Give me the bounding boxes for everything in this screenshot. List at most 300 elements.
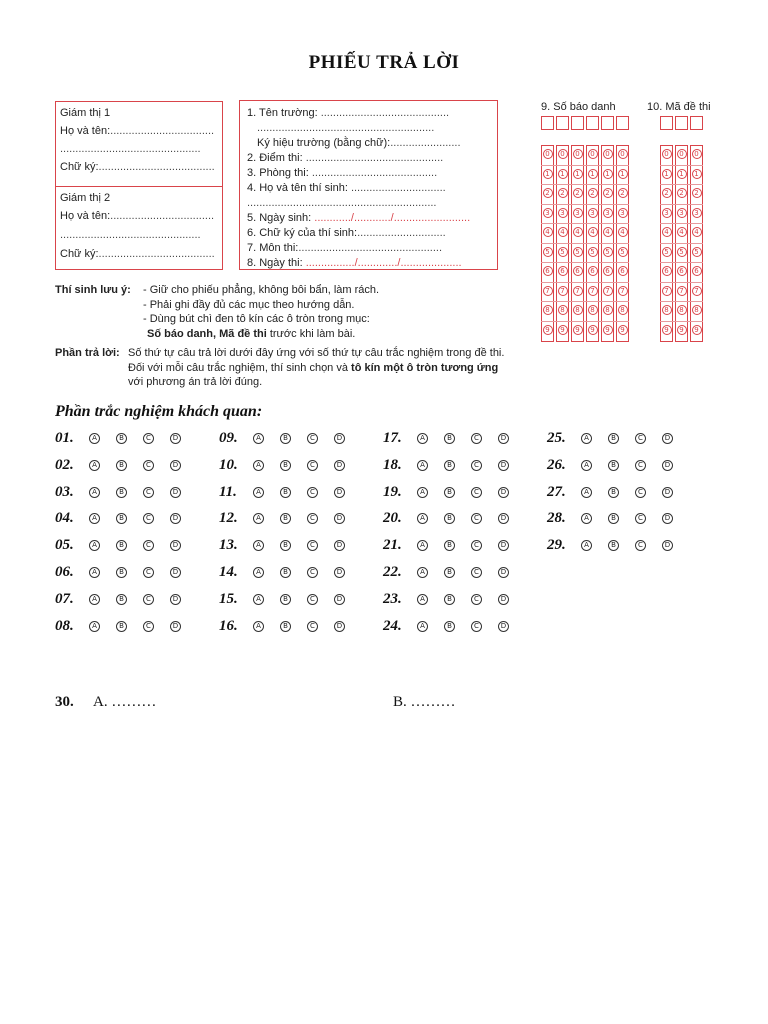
question-30-option-a[interactable]: A. ………: [93, 694, 157, 710]
exam-code-digit-bubble[interactable]: 5: [677, 247, 687, 257]
answer-option-bubble[interactable]: C: [471, 487, 482, 498]
candidate-number-digit-bubble[interactable]: 7: [603, 286, 613, 296]
answer-option-bubble[interactable]: A: [417, 594, 428, 605]
exam-code-digit-bubble[interactable]: 6: [692, 266, 702, 276]
answer-option-bubble[interactable]: C: [307, 460, 318, 471]
candidate-number-digit-bubble[interactable]: 5: [573, 247, 583, 257]
question-number: 11.: [219, 483, 237, 500]
notes-line-2: - Phải ghi đầy đủ các mục theo hướng dẫn.: [143, 298, 355, 311]
answer-option-bubble[interactable]: D: [662, 460, 673, 471]
candidate-number-row-divider: [541, 282, 629, 283]
candidate-number-digit-bubble[interactable]: 5: [543, 247, 553, 257]
answer-notes-line-1: Số thứ tự câu trả lời dưới đây ứng với số thứ tự câu trắc nghiệm trong đề thi.: [128, 347, 505, 359]
question-number: 16.: [219, 617, 238, 634]
candidate-number-entry-box[interactable]: [616, 116, 629, 130]
field-candidate-sign[interactable]: 6. Chữ ký của thí sinh:.............................: [247, 227, 446, 239]
candidate-number-digit-bubble[interactable]: 4: [573, 227, 583, 237]
candidate-number-row-divider: [541, 223, 629, 224]
exam-code-row-divider: [660, 282, 703, 283]
question-number: 14.: [219, 564, 238, 580]
candidate-number-digit-bubble[interactable]: 6: [618, 266, 628, 276]
answer-option-bubble[interactable]: B: [608, 460, 619, 471]
candidate-number-digit-bubble[interactable]: 8: [588, 305, 598, 315]
question-number: 29.: [547, 537, 566, 554]
candidate-number-row-divider: [541, 243, 629, 244]
candidate-number-digit-bubble[interactable]: 3: [543, 208, 553, 218]
answer-notes-label: Phần trả lời:: [55, 347, 120, 359]
answer-option-bubble[interactable]: D: [334, 460, 345, 471]
exam-code-entry-box[interactable]: [675, 116, 688, 130]
exam-code-row-divider: [660, 184, 703, 185]
answer-option-bubble[interactable]: B: [280, 460, 291, 471]
candidate-number-digit-bubble[interactable]: 7: [618, 286, 628, 296]
candidate-number-digit-bubble[interactable]: 7: [558, 286, 568, 296]
question-number: 04.: [55, 510, 74, 527]
exam-code-row-divider: [660, 243, 703, 244]
answer-option-bubble[interactable]: B: [116, 567, 127, 578]
question-number: 10.: [219, 456, 238, 473]
candidate-number-digit-bubble[interactable]: 2: [558, 188, 568, 198]
answer-option-bubble[interactable]: A: [581, 460, 592, 471]
answer-option-bubble[interactable]: D: [334, 621, 345, 632]
section-title: Phần trắc nghiệm khách quan:: [55, 403, 263, 420]
question-30-option-b[interactable]: B. ………: [393, 694, 456, 710]
proctor-divider: [55, 186, 223, 187]
answer-option-bubble[interactable]: B: [280, 540, 291, 551]
exam-code-label: 10. Mã đề thi: [647, 101, 711, 113]
candidate-number-digit-bubble[interactable]: 1: [558, 169, 568, 179]
proctor-1-sign-label: Chữ ký:......................................: [60, 161, 215, 173]
answer-option-bubble[interactable]: A: [253, 513, 264, 524]
answer-option-bubble[interactable]: B: [444, 513, 455, 524]
answer-option-bubble[interactable]: B: [116, 487, 127, 498]
question-number: 02.: [55, 456, 74, 473]
candidate-number-digit-bubble[interactable]: 4: [603, 227, 613, 237]
candidate-number-digit-bubble[interactable]: 7: [588, 286, 598, 296]
answer-option-bubble[interactable]: C: [143, 433, 154, 444]
candidate-number-digit-bubble[interactable]: 5: [588, 247, 598, 257]
candidate-number-digit-bubble[interactable]: 9: [603, 325, 613, 335]
question-30-number: 30.: [55, 694, 74, 710]
answer-option-bubble[interactable]: A: [253, 433, 264, 444]
candidate-number-digit-bubble[interactable]: 2: [573, 188, 583, 198]
answer-option-bubble[interactable]: C: [143, 567, 154, 578]
exam-code-digit-bubble[interactable]: 3: [692, 208, 702, 218]
answer-option-bubble[interactable]: D: [170, 513, 181, 524]
question-number: 23.: [383, 590, 402, 607]
exam-code-entry-box[interactable]: [660, 116, 673, 130]
candidate-number-entry-box[interactable]: [601, 116, 614, 130]
proctor-1-heading: Giám thị 1: [60, 107, 111, 119]
exam-code-digit-bubble[interactable]: 4: [662, 227, 672, 237]
answer-option-bubble[interactable]: B: [608, 540, 619, 551]
answer-option-bubble[interactable]: B: [116, 433, 127, 444]
candidate-number-digit-bubble[interactable]: 8: [558, 305, 568, 315]
answer-option-bubble[interactable]: D: [498, 433, 509, 444]
candidate-number-digit-bubble[interactable]: 3: [588, 208, 598, 218]
exam-code-digit-bubble[interactable]: 3: [677, 208, 687, 218]
answer-option-bubble[interactable]: B: [116, 460, 127, 471]
answer-option-bubble[interactable]: A: [89, 487, 100, 498]
candidate-number-digit-bubble[interactable]: 4: [543, 227, 553, 237]
exam-code-row-divider: [660, 223, 703, 224]
answer-option-bubble[interactable]: B: [280, 433, 291, 444]
proctor-1-name-label: Họ và tên:..................................: [60, 125, 215, 137]
exam-code-digit-bubble[interactable]: 0: [692, 149, 702, 159]
exam-code-digit-bubble[interactable]: 0: [662, 149, 672, 159]
answer-option-bubble[interactable]: B: [444, 460, 455, 471]
candidate-number-digit-bubble[interactable]: 9: [588, 325, 598, 335]
candidate-number-digit-bubble[interactable]: 1: [543, 169, 553, 179]
answer-option-bubble[interactable]: D: [170, 621, 181, 632]
exam-code-digit-bubble[interactable]: 0: [677, 149, 687, 159]
candidate-number-row-divider: [541, 204, 629, 205]
answer-option-bubble[interactable]: D: [334, 513, 345, 524]
answer-option-bubble[interactable]: D: [498, 594, 509, 605]
candidate-number-label: 9. Số báo danh: [541, 101, 616, 113]
question-number: 06.: [55, 564, 74, 580]
candidate-number-row-divider: [541, 165, 629, 166]
candidate-number-digit-bubble[interactable]: 0: [543, 149, 553, 159]
notes-line-3: - Dùng bút chì đen tô kín các ô tròn trong mục:: [143, 313, 370, 325]
answer-option-bubble[interactable]: A: [253, 540, 264, 551]
answer-option-bubble[interactable]: D: [170, 487, 181, 498]
candidate-number-digit-bubble[interactable]: 2: [618, 188, 628, 198]
candidate-number-digit-bubble[interactable]: 6: [588, 266, 598, 276]
exam-code-digit-bubble[interactable]: 9: [692, 325, 702, 335]
exam-code-digit-bubble[interactable]: 3: [662, 208, 672, 218]
candidate-number-digit-bubble[interactable]: 6: [573, 266, 583, 276]
candidate-number-digit-bubble[interactable]: 7: [543, 286, 553, 296]
answer-option-bubble[interactable]: C: [471, 567, 482, 578]
field-school-line[interactable]: ..........................................................: [257, 122, 435, 134]
answer-option-bubble[interactable]: C: [307, 621, 318, 632]
candidate-number-digit-bubble[interactable]: 4: [618, 227, 628, 237]
answer-option-bubble[interactable]: A: [89, 621, 100, 632]
answer-option-bubble[interactable]: D: [170, 433, 181, 444]
answer-option-bubble[interactable]: B: [444, 540, 455, 551]
answer-option-bubble[interactable]: B: [444, 487, 455, 498]
answer-option-bubble[interactable]: C: [471, 433, 482, 444]
candidate-number-digit-bubble[interactable]: 0: [588, 149, 598, 159]
question-number: 13.: [219, 537, 238, 554]
answer-option-bubble[interactable]: C: [143, 513, 154, 524]
answer-option-bubble[interactable]: D: [498, 567, 509, 578]
exam-code-digit-bubble[interactable]: 8: [677, 305, 687, 315]
candidate-number-digit-bubble[interactable]: 8: [603, 305, 613, 315]
question-number: 09.: [219, 430, 238, 446]
answer-option-bubble[interactable]: D: [334, 594, 345, 605]
answer-option-bubble[interactable]: A: [581, 487, 592, 498]
field-score[interactable]: 2. Điểm thi: .............................................: [247, 152, 444, 164]
answer-option-bubble[interactable]: B: [608, 487, 619, 498]
answer-option-bubble[interactable]: C: [471, 540, 482, 551]
answer-option-bubble[interactable]: D: [662, 487, 673, 498]
answer-option-bubble[interactable]: B: [280, 513, 291, 524]
candidate-number-row-divider: [541, 301, 629, 302]
candidate-number-digit-bubble[interactable]: 6: [543, 266, 553, 276]
field-school-code[interactable]: Ký hiệu trường (bằng chữ):.......................: [257, 137, 461, 149]
candidate-number-digit-bubble[interactable]: 5: [618, 247, 628, 257]
answer-option-bubble[interactable]: C: [143, 540, 154, 551]
answer-option-bubble[interactable]: A: [253, 487, 264, 498]
question-number: 12.: [219, 510, 238, 527]
page-title: PHIẾU TRẢ LỜI: [308, 52, 460, 73]
answer-option-bubble[interactable]: B: [608, 513, 619, 524]
exam-code-row-divider: [660, 204, 703, 205]
exam-code-row-divider: [660, 301, 703, 302]
exam-code-digit-bubble[interactable]: 7: [692, 286, 702, 296]
field-subject[interactable]: 7. Môn thi:...............................................: [247, 242, 442, 254]
candidate-number-digit-bubble[interactable]: 5: [558, 247, 568, 257]
answer-option-bubble[interactable]: D: [498, 460, 509, 471]
field-birth-date[interactable]: 5. Ngày sinh: ............/............/.........................: [247, 212, 471, 224]
answer-option-bubble[interactable]: A: [581, 540, 592, 551]
proctor-2-heading: Giám thị 2: [60, 192, 111, 204]
answer-option-bubble[interactable]: B: [280, 594, 291, 605]
candidate-number-digit-bubble[interactable]: 8: [543, 305, 553, 315]
answer-option-bubble[interactable]: B: [116, 540, 127, 551]
answer-option-bubble[interactable]: D: [662, 433, 673, 444]
answer-option-bubble[interactable]: B: [116, 513, 127, 524]
answer-option-bubble[interactable]: B: [444, 567, 455, 578]
answer-option-bubble[interactable]: A: [417, 433, 428, 444]
answer-option-bubble[interactable]: A: [253, 594, 264, 605]
candidate-number-entry-box[interactable]: [541, 116, 554, 130]
candidate-number-digit-bubble[interactable]: 1: [618, 169, 628, 179]
answer-option-bubble[interactable]: C: [307, 567, 318, 578]
answer-option-bubble[interactable]: C: [635, 433, 646, 444]
question-number: 17.: [383, 430, 402, 446]
answer-option-bubble[interactable]: C: [307, 540, 318, 551]
answer-option-bubble[interactable]: D: [334, 540, 345, 551]
answer-option-bubble[interactable]: A: [89, 567, 100, 578]
answer-option-bubble[interactable]: A: [89, 460, 100, 471]
answer-option-bubble[interactable]: C: [471, 594, 482, 605]
notes-line-4: Số báo danh, Mã đề thi trước khi làm bài.: [147, 327, 356, 340]
candidate-number-digit-bubble[interactable]: 3: [603, 208, 613, 218]
candidate-number-digit-bubble[interactable]: 9: [558, 325, 568, 335]
field-school[interactable]: 1. Tên trường: ..........................................: [247, 107, 450, 119]
exam-code-row-divider: [660, 262, 703, 263]
question-number: 28.: [547, 510, 566, 527]
answer-option-bubble[interactable]: C: [143, 621, 154, 632]
exam-code-digit-bubble[interactable]: 1: [692, 169, 702, 179]
candidate-number-digit-bubble[interactable]: 2: [543, 188, 553, 198]
candidate-number-digit-bubble[interactable]: 4: [588, 227, 598, 237]
question-number: 21.: [383, 537, 402, 554]
candidate-number-entry-box[interactable]: [571, 116, 584, 130]
answer-option-bubble[interactable]: A: [89, 513, 100, 524]
exam-code-row-divider: [660, 165, 703, 166]
question-number: 24.: [383, 617, 402, 634]
question-number: 03.: [55, 483, 74, 500]
exam-code-digit-bubble[interactable]: 2: [677, 188, 687, 198]
answer-option-bubble[interactable]: D: [334, 433, 345, 444]
answer-option-bubble[interactable]: C: [635, 540, 646, 551]
exam-code-digit-bubble[interactable]: 4: [692, 227, 702, 237]
candidate-number-digit-bubble[interactable]: 0: [558, 149, 568, 159]
exam-code-digit-bubble[interactable]: 7: [662, 286, 672, 296]
field-candidate-name[interactable]: 4. Họ và tên thí sinh: ...............................: [247, 182, 446, 194]
exam-code-digit-bubble[interactable]: 6: [677, 266, 687, 276]
candidate-number-digit-bubble[interactable]: 6: [558, 266, 568, 276]
answer-option-bubble[interactable]: C: [307, 433, 318, 444]
answer-option-bubble[interactable]: B: [280, 621, 291, 632]
answer-option-bubble[interactable]: A: [417, 567, 428, 578]
answer-option-bubble[interactable]: A: [89, 594, 100, 605]
exam-code-digit-bubble[interactable]: 9: [662, 325, 672, 335]
candidate-number-row-divider: [541, 262, 629, 263]
answer-option-bubble[interactable]: A: [581, 433, 592, 444]
answer-option-bubble[interactable]: B: [444, 594, 455, 605]
answer-option-bubble[interactable]: A: [417, 540, 428, 551]
answer-option-bubble[interactable]: B: [280, 487, 291, 498]
candidate-number-digit-bubble[interactable]: 8: [618, 305, 628, 315]
answer-notes-line-3: với phương án trả lời đúng.: [128, 376, 263, 388]
question-number: 19.: [383, 483, 402, 500]
answer-option-bubble[interactable]: C: [471, 621, 482, 632]
answer-option-bubble[interactable]: D: [170, 567, 181, 578]
candidate-number-row-divider: [541, 321, 629, 322]
question-number: 22.: [383, 564, 402, 580]
answer-option-bubble[interactable]: D: [334, 567, 345, 578]
answer-option-bubble[interactable]: D: [170, 540, 181, 551]
answer-option-bubble[interactable]: C: [307, 594, 318, 605]
question-number: 18.: [383, 456, 402, 473]
answer-option-bubble[interactable]: C: [143, 594, 154, 605]
candidate-number-digit-bubble[interactable]: 3: [573, 208, 583, 218]
notes-line-1: - Giữ cho phiếu phẳng, không bôi bẩn, làm rách.: [143, 284, 380, 296]
candidate-number-digit-bubble[interactable]: 0: [618, 149, 628, 159]
answer-option-bubble[interactable]: C: [307, 513, 318, 524]
candidate-number-digit-bubble[interactable]: 9: [573, 325, 583, 335]
answer-option-bubble[interactable]: C: [471, 513, 482, 524]
proctor-box: [55, 101, 223, 270]
answer-option-bubble[interactable]: D: [170, 594, 181, 605]
candidate-number-row-divider: [541, 184, 629, 185]
question-number: 25.: [547, 430, 566, 446]
proctor-2-sign-label: Chữ ký:......................................: [60, 248, 215, 260]
answer-option-bubble[interactable]: D: [498, 487, 509, 498]
notes-label: Thí sinh lưu ý:: [55, 284, 131, 296]
answer-option-bubble[interactable]: D: [498, 621, 509, 632]
field-candidate-name-line[interactable]: ..............................................................: [247, 197, 437, 209]
question-number: 01.: [55, 430, 74, 446]
answer-option-bubble[interactable]: A: [253, 460, 264, 471]
candidate-number-digit-bubble[interactable]: 6: [603, 266, 613, 276]
exam-code-digit-bubble[interactable]: 1: [662, 169, 672, 179]
candidate-number-digit-bubble[interactable]: 1: [588, 169, 598, 179]
answer-option-bubble[interactable]: C: [635, 487, 646, 498]
candidate-number-digit-bubble[interactable]: 3: [618, 208, 628, 218]
exam-code-row-divider: [660, 321, 703, 322]
candidate-number-digit-bubble[interactable]: 0: [603, 149, 613, 159]
question-number: 27.: [547, 483, 566, 500]
answer-option-bubble[interactable]: A: [253, 567, 264, 578]
answer-option-bubble[interactable]: D: [662, 540, 673, 551]
candidate-number-digit-bubble[interactable]: 4: [558, 227, 568, 237]
answer-option-bubble[interactable]: A: [89, 433, 100, 444]
answer-option-bubble[interactable]: D: [498, 540, 509, 551]
exam-code-digit-bubble[interactable]: 8: [692, 305, 702, 315]
candidate-number-digit-bubble[interactable]: 7: [573, 286, 583, 296]
candidate-number-digit-bubble[interactable]: 3: [558, 208, 568, 218]
candidate-number-digit-bubble[interactable]: 2: [603, 188, 613, 198]
exam-code-digit-bubble[interactable]: 5: [662, 247, 672, 257]
proctor-2-name-line[interactable]: ..............................................: [60, 229, 201, 241]
question-number: 15.: [219, 590, 238, 607]
question-number: 26.: [547, 456, 566, 473]
exam-code-digit-bubble[interactable]: 7: [677, 286, 687, 296]
exam-code-digit-bubble[interactable]: 5: [692, 247, 702, 257]
question-number: 07.: [55, 590, 74, 607]
answer-option-bubble[interactable]: A: [417, 460, 428, 471]
exam-code-digit-bubble[interactable]: 2: [662, 188, 672, 198]
answer-option-bubble[interactable]: D: [334, 487, 345, 498]
answer-notes-line-2: Đối với mỗi câu trắc nghiệm, thí sinh chọn và tô kín một ô tròn tương ứng: [128, 361, 499, 374]
candidate-number-digit-bubble[interactable]: 2: [588, 188, 598, 198]
answer-option-bubble[interactable]: D: [170, 460, 181, 471]
answer-option-bubble[interactable]: D: [498, 513, 509, 524]
answer-option-bubble[interactable]: C: [143, 460, 154, 471]
exam-code-digit-bubble[interactable]: 2: [692, 188, 702, 198]
exam-code-digit-bubble[interactable]: 4: [677, 227, 687, 237]
field-room[interactable]: 3. Phòng thi: .........................................: [247, 167, 438, 179]
proctor-2-name-label: Họ và tên:..................................: [60, 210, 215, 222]
answer-option-bubble[interactable]: C: [307, 487, 318, 498]
candidate-number-entry-box[interactable]: [556, 116, 569, 130]
answer-option-bubble[interactable]: C: [635, 460, 646, 471]
answer-option-bubble[interactable]: B: [444, 621, 455, 632]
proctor-1-name-line[interactable]: ..............................................: [60, 143, 201, 155]
field-exam-date[interactable]: 8. Ngày thi: ................/............./....................: [247, 257, 462, 269]
candidate-number-entry-box[interactable]: [586, 116, 599, 130]
exam-code-entry-box[interactable]: [690, 116, 703, 130]
answer-option-bubble[interactable]: A: [417, 513, 428, 524]
answer-option-bubble[interactable]: B: [116, 621, 127, 632]
candidate-number-digit-bubble[interactable]: 1: [573, 169, 583, 179]
exam-code-digit-bubble[interactable]: 6: [662, 266, 672, 276]
candidate-number-digit-bubble[interactable]: 9: [618, 325, 628, 335]
question-number: 08.: [55, 617, 74, 634]
answer-option-bubble[interactable]: B: [280, 567, 291, 578]
answer-option-bubble[interactable]: C: [471, 460, 482, 471]
candidate-number-digit-bubble[interactable]: 9: [543, 325, 553, 335]
candidate-number-digit-bubble[interactable]: 1: [603, 169, 613, 179]
answer-option-bubble[interactable]: B: [116, 594, 127, 605]
answer-option-bubble[interactable]: B: [608, 433, 619, 444]
answer-option-bubble[interactable]: A: [89, 540, 100, 551]
exam-code-digit-bubble[interactable]: 8: [662, 305, 672, 315]
answer-option-bubble[interactable]: A: [417, 487, 428, 498]
candidate-number-digit-bubble[interactable]: 0: [573, 149, 583, 159]
candidate-number-digit-bubble[interactable]: 5: [603, 247, 613, 257]
question-number: 20.: [383, 510, 402, 527]
question-number: 05.: [55, 537, 74, 554]
answer-option-bubble[interactable]: A: [253, 621, 264, 632]
answer-option-bubble[interactable]: D: [662, 513, 673, 524]
answer-option-bubble[interactable]: B: [444, 433, 455, 444]
exam-code-digit-bubble[interactable]: 9: [677, 325, 687, 335]
answer-option-bubble[interactable]: A: [581, 513, 592, 524]
candidate-number-digit-bubble[interactable]: 8: [573, 305, 583, 315]
exam-code-digit-bubble[interactable]: 1: [677, 169, 687, 179]
answer-option-bubble[interactable]: C: [635, 513, 646, 524]
candidate-info-box: [239, 100, 498, 270]
answer-option-bubble[interactable]: C: [143, 487, 154, 498]
answer-option-bubble[interactable]: A: [417, 621, 428, 632]
